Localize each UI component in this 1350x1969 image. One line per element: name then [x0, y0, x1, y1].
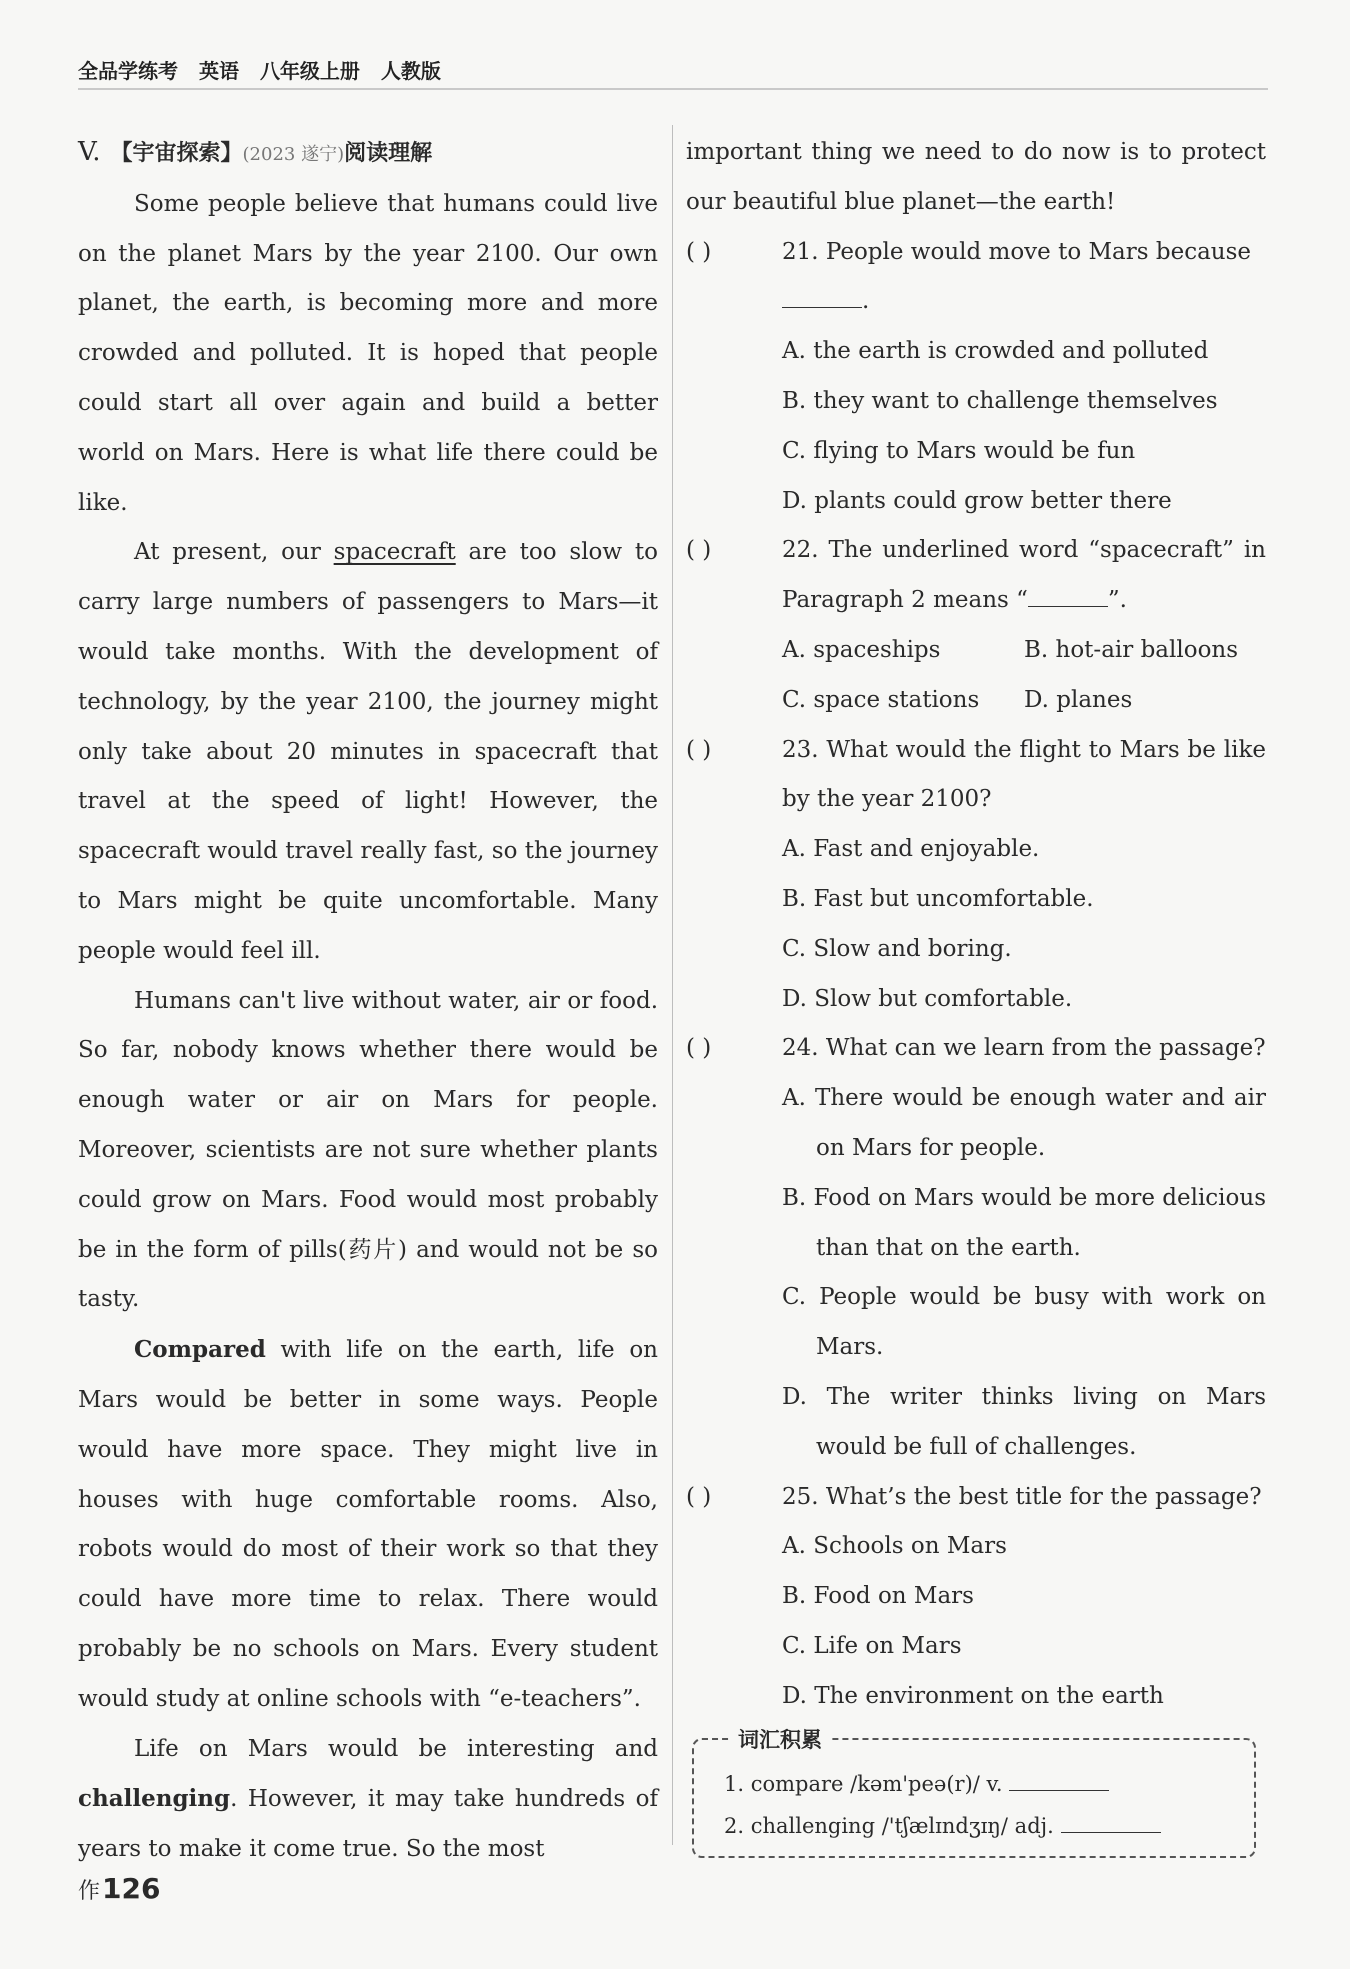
vocab-item-2: 2. challenging /'tʃælɪndʒɪŋ/ adj. — [724, 1810, 1161, 1838]
option-d[interactable]: D. The environment on the earth — [782, 1682, 1164, 1709]
option-b[interactable]: B. Fast but uncomfortable. — [782, 885, 1094, 912]
option-c[interactable]: C. People would be busy with work on Mars. — [782, 1284, 1266, 1361]
question-stem: 23. What would the flight to Mars be like by the year 2100? — [782, 736, 1266, 813]
header-edition: 人教版 — [380, 59, 441, 83]
question-23 — [686, 726, 1266, 826]
header-divider — [78, 88, 1268, 90]
header-series: 全品学练考 — [78, 59, 178, 83]
question-stem: 25. What’s the best title for the passage? — [782, 1483, 1262, 1510]
question-22 — [686, 526, 1266, 626]
option-b[interactable]: B. hot-air balloons — [1024, 636, 1239, 663]
option-a[interactable]: A. the earth is crowded and polluted — [782, 338, 1209, 365]
paragraph-5: Life on Mars would be interesting and challenging. However, it may take hundreds of years to make it come true. So the most — [78, 1735, 658, 1863]
paragraph-1: Some people believe that humans could live on the planet Mars by the year 2100. Our own planet, the earth, is becoming more and more crowded and polluted. It is hoped that people could start all over again and build a better world on Mars. Here is what life there could be like. — [78, 190, 658, 516]
paragraph-5-continued: important thing we need to do now is to protect our beautiful blue planet—the earth! — [686, 139, 1266, 215]
option-b[interactable]: B. they want to challenge themselves — [782, 387, 1218, 414]
question-21 — [686, 228, 1266, 328]
paragraph-3: Humans can't live without water, air or food. So far, nobody knows whether there would be enough water or air on Mars for people. Moreover, scientists are not sure whether plants could grow on Mars. Food would most probably be in the form of pills(药片) and would not be so tasty. — [78, 987, 658, 1313]
underlined-word: spacecraft — [333, 539, 456, 566]
questions-column — [686, 128, 1266, 1722]
section-number: V. — [78, 137, 101, 167]
option-c[interactable]: C. Life on Mars — [782, 1632, 962, 1659]
option-b[interactable]: B. Food on Mars — [782, 1583, 974, 1610]
options-row-2 — [686, 676, 1266, 726]
paragraph-4: Compared with life on the earth, life on Mars would be better in some ways. People would have more space. They might live in houses with huge comfortable rooms. Also, robots would do most of their work so that they could have more time to relax. There would probably be no schools on Mars. Every student would study at online schools with “e-teachers”. — [78, 1336, 658, 1712]
section-title — [78, 128, 658, 180]
answer-slot[interactable]: ( ) — [686, 736, 712, 763]
answer-slot[interactable]: ( ) — [686, 1035, 712, 1062]
option-a[interactable]: A. There would be enough water and air on Mars for people. — [782, 1085, 1266, 1161]
vocab-item-1: 1. compare /kəm'peə(r)/ v. — [724, 1768, 1109, 1796]
option-c[interactable]: C. flying to Mars would be fun — [782, 437, 1136, 464]
question-24 — [686, 1024, 1266, 1074]
question-stem: 24. What can we learn from the passage? — [782, 1035, 1266, 1062]
fill-blank[interactable] — [1028, 584, 1108, 607]
page-number-value: 126 — [102, 1872, 161, 1905]
page-number — [78, 1872, 160, 1905]
vocabulary-box — [692, 1728, 1256, 1858]
option-c[interactable]: C. space stations — [782, 686, 980, 713]
option-a[interactable]: A. Fast and enjoyable. — [782, 836, 1040, 863]
page-header — [78, 55, 455, 84]
answer-slot[interactable]: ( ) — [686, 1483, 712, 1510]
paragraph-2: At present, our spacecraft are too slow to carry large numbers of passengers to Mars—it would take months. With the development of technology, by the year 2100, the journey might only take about 20 minutes in spacecraft that travel at the speed of light! However, the spacecraft would travel really fast, so the journey to Mars might be quite uncomfortable. Many people would feel ill. — [78, 539, 658, 964]
options-row-1 — [686, 626, 1266, 676]
option-d[interactable]: D. planes — [1024, 686, 1133, 713]
option-d[interactable]: D. The writer thinks living on Mars would be full of challenges. — [782, 1383, 1266, 1460]
question-stem: 21. People would move to Mars because . — [782, 238, 1252, 315]
option-d[interactable]: D. plants could grow better there — [782, 487, 1172, 514]
section-tag: 【宇宙探索】 — [110, 141, 243, 166]
fill-blank[interactable] — [782, 285, 862, 308]
reading-passage — [78, 128, 658, 1875]
header-grade: 八年级上册 — [259, 59, 360, 83]
answer-slot[interactable]: ( ) — [686, 537, 712, 564]
section-heading: 阅读理解 — [344, 141, 433, 166]
option-a[interactable]: A. Schools on Mars — [782, 1533, 1007, 1560]
bold-word-compared: Compared — [134, 1336, 266, 1364]
option-a[interactable]: A. spaceships — [782, 636, 941, 663]
question-25 — [686, 1473, 1266, 1523]
header-subject: 英语 — [198, 59, 239, 83]
page-prefix: 作 — [78, 1879, 101, 1904]
option-c[interactable]: C. Slow and boring. — [782, 935, 1012, 962]
vocabulary-title: 词汇积累 — [730, 1724, 830, 1754]
answer-slot[interactable]: ( ) — [686, 238, 712, 265]
column-divider — [672, 125, 673, 1845]
vocab-blank-1[interactable] — [1009, 1768, 1109, 1791]
option-b[interactable]: B. Food on Mars would be more delicious than that on the earth. — [782, 1184, 1266, 1261]
bold-word-challenging: challenging — [78, 1785, 231, 1813]
section-source: (2023 遂宁) — [242, 144, 345, 165]
option-d[interactable]: D. Slow but comfortable. — [782, 985, 1073, 1012]
question-stem: 22. The underlined word “spacecraft” in Paragraph 2 means “ ”. — [782, 537, 1266, 614]
vocab-blank-2[interactable] — [1061, 1810, 1161, 1833]
